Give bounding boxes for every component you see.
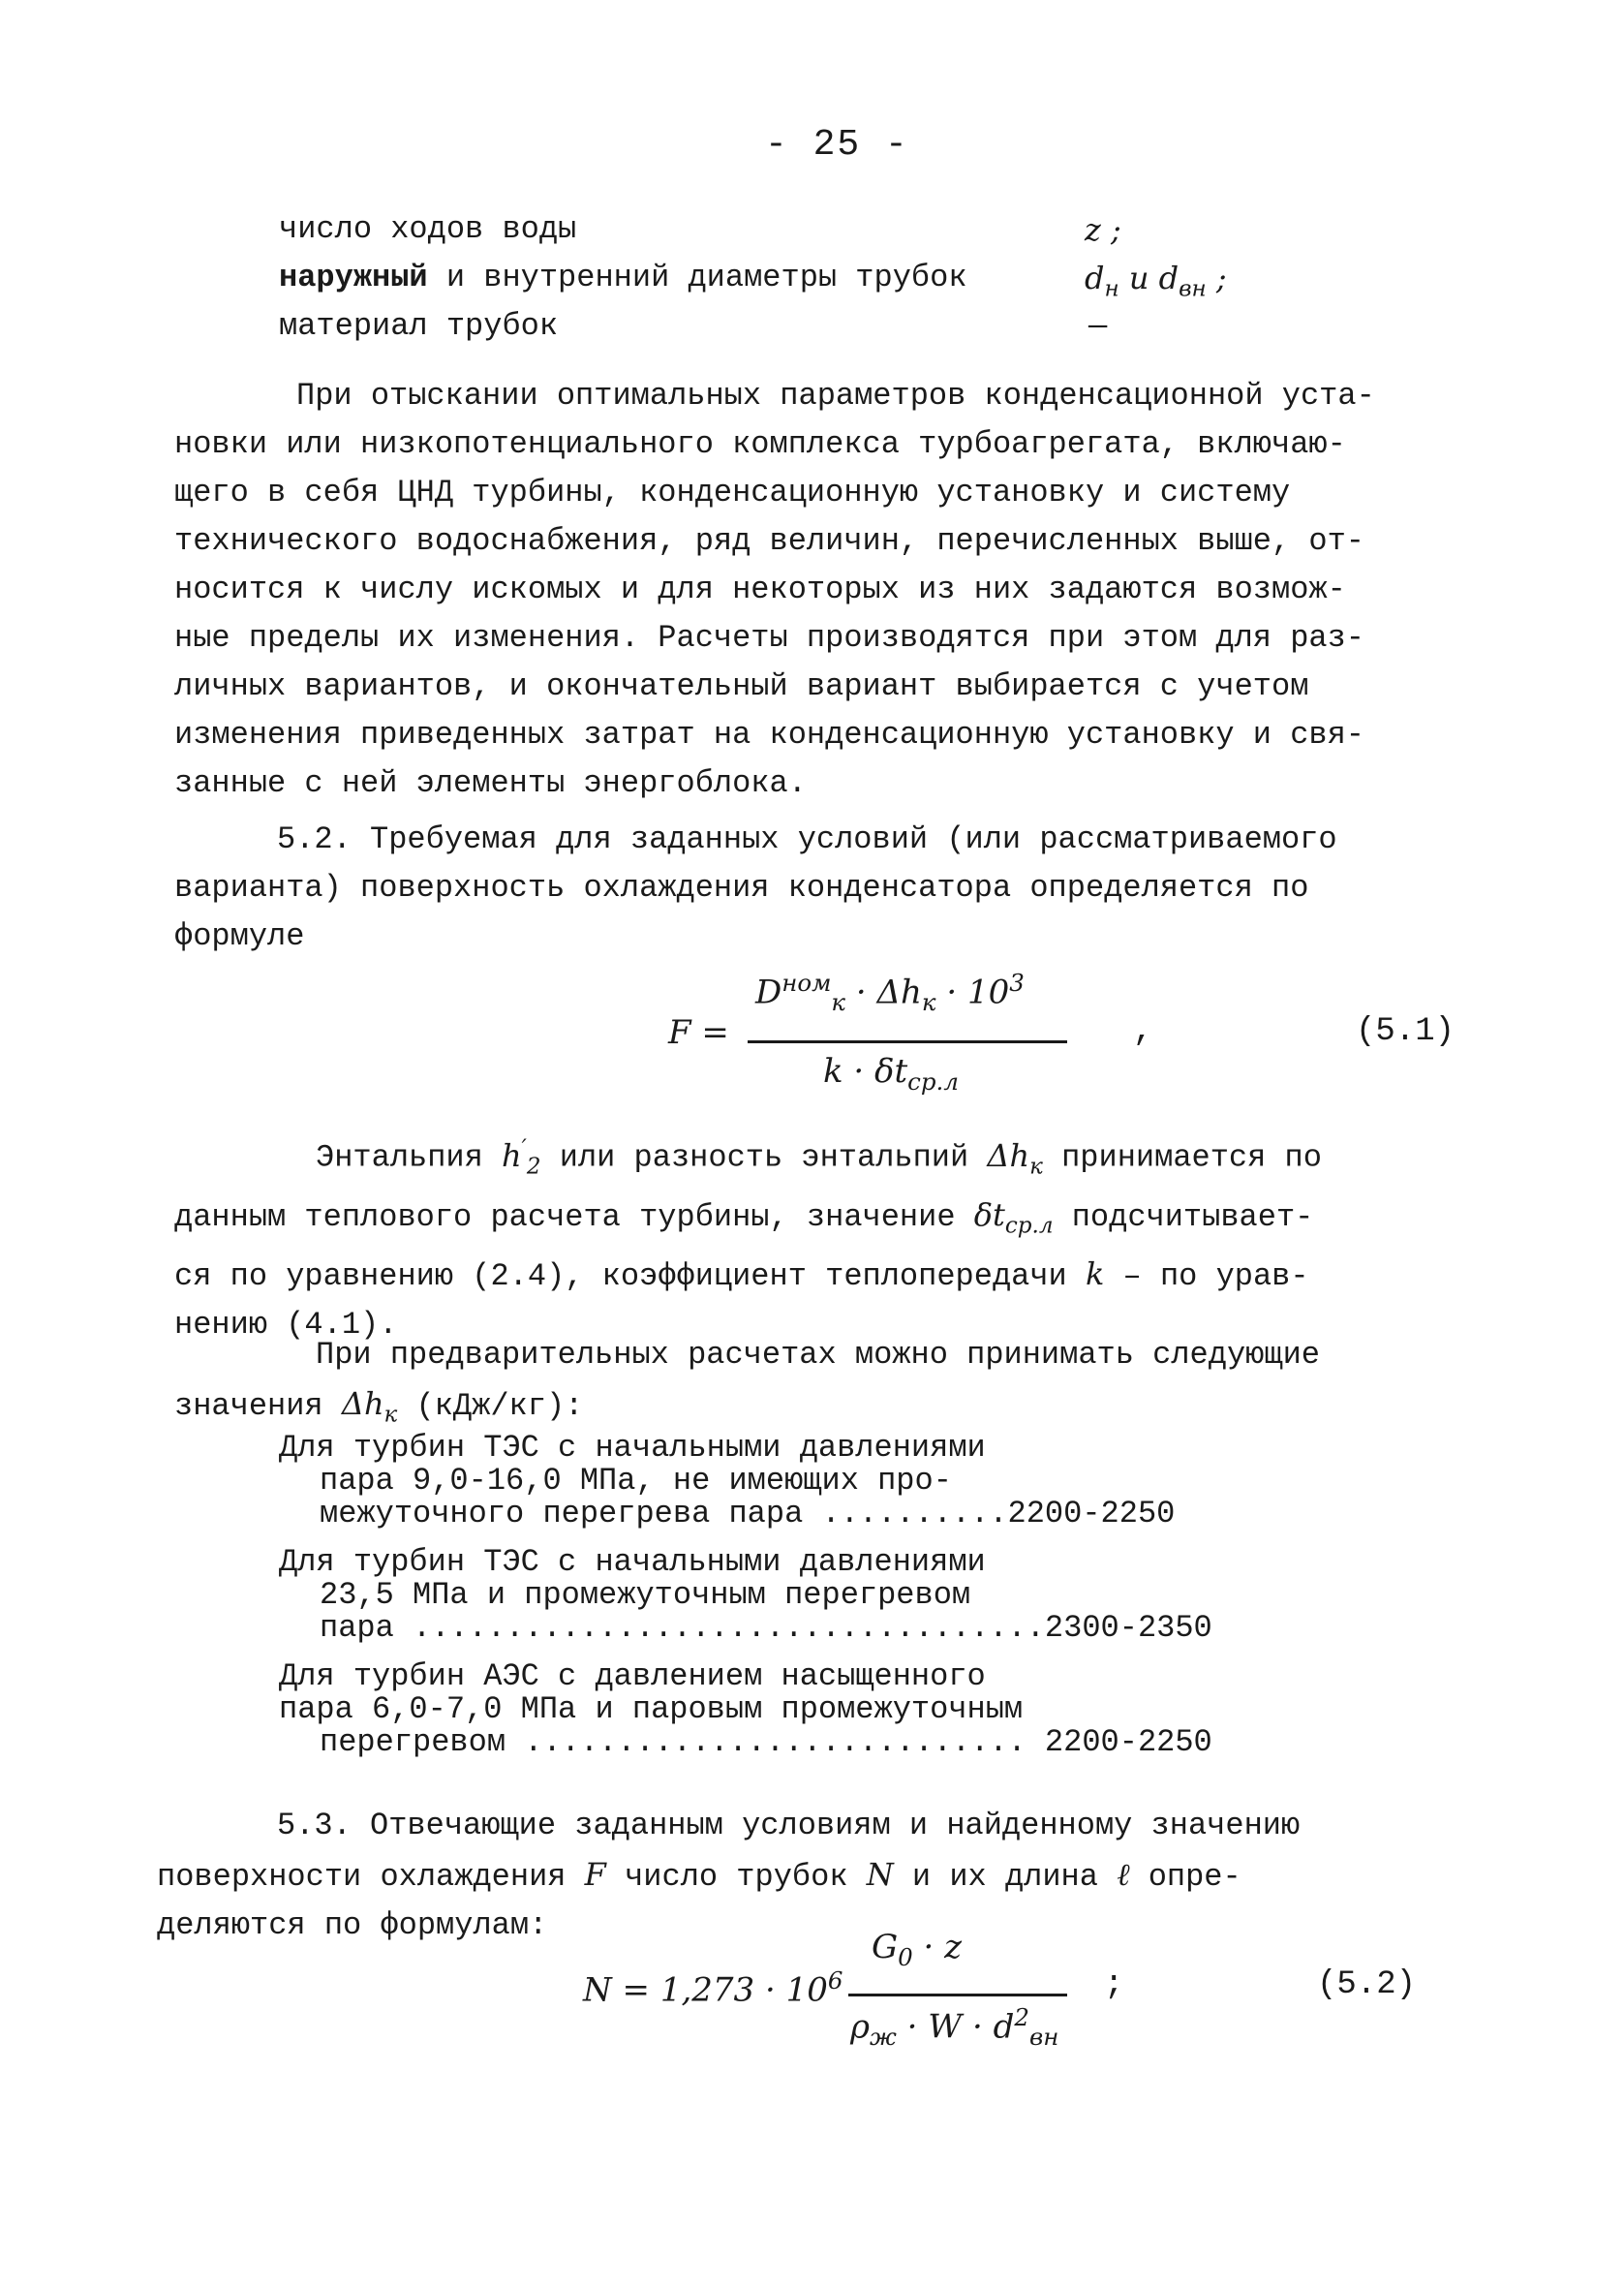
l-symbol: ℓ [1117,1856,1130,1893]
eq1-D-sub: к [831,988,846,1017]
eq2-d-sub: вн [1028,2023,1059,2052]
para5-line-2 [157,1850,1300,1902]
spec-line: 23,5 МПа и промежуточным перегревом [320,1577,971,1613]
para1-line: занные с ней элементы энергоблока. [174,765,807,801]
spec-line: Для турбин АЭС с давлением насыщенного [279,1658,986,1694]
h2-symbol [502,1135,541,1180]
param-material-label: материал трубок [279,308,559,344]
spec-item-tes-reheat [279,1546,1212,1645]
dhk-symbol-2 [341,1385,398,1428]
eq2-fraction-bar [848,1994,1067,1996]
eq1-ten: · 10 [935,973,1010,1012]
param-diameters-bold: наружный [279,260,428,295]
dhk-sub: к [1029,1154,1043,1180]
para5-text: число трубок [605,1859,867,1895]
sym-d: d [1085,260,1105,296]
para3-line-2 [174,1191,1322,1250]
paragraph-enthalpy [174,1124,1322,1349]
para3-text: ся по уравнению (2.4), коэффициент теплопередачи [174,1258,1086,1295]
eq2-G: G [872,1928,899,1966]
para3-text: или разность энтальпий [540,1139,988,1176]
eq1-D-sup: ном [781,969,832,997]
eq2-rho: ρ [850,2007,870,2047]
eq1-dh: · Δh [845,973,922,1012]
paragraph-optimization [174,372,1375,808]
para4-text: значения [174,1388,342,1424]
h2-prime: ′ [521,1135,527,1160]
para3-text: данным теплового расчета турбины, значение [174,1199,974,1236]
paragraph-5-3 [157,1802,1300,1950]
para3-text: принимается по [1042,1139,1322,1176]
para1-line: При отыскании оптимальных параметров конденсационной уста- [296,378,1375,414]
dhk-dh: Δh [987,1136,1030,1174]
sym-d2: d [1158,260,1180,296]
spec-line: пара 9,0-16,0 МПа, не имеющих про- [320,1463,952,1499]
sym-semicolon: ; [1206,260,1227,296]
para4-line-1: При предварительных расчетах можно принимать следующие [316,1337,1320,1373]
eq2-G-sub: 0 [898,1942,913,1971]
param-water-passes-symbol: z ; [1085,211,1121,248]
eq2-numerator [872,1928,962,1971]
eq1-comma: , [1133,1013,1153,1050]
spec-line: перегревом ........................... 2200-2250 [320,1724,1212,1760]
para5-text: поверхности охлаждения [157,1859,585,1895]
para1-line: носится к числу искомых и для некоторых из них задаются возмож- [174,572,1346,607]
eq1-ten-sup: 3 [1009,969,1025,997]
eq2-lhs-text: N = 1,273 · 10 [583,1970,828,2010]
sym-d-sub-vn: вн [1179,276,1207,302]
eq2-rho-sub: ж [870,2023,897,2052]
F-symbol: F [584,1856,606,1893]
para2-line: варианта) поверхность охлаждения конденсатора определяется по [174,870,1309,906]
para3-line-3 [174,1250,1322,1301]
N-symbol: N [866,1856,894,1893]
h2-sub: 2 [526,1154,541,1180]
param-diameters-rest: и внутренний диаметры трубок [427,260,967,295]
para3-line-1 [174,1124,1322,1191]
sym-d-sub-n: н [1104,276,1119,302]
eq2-number: (5.2) [1317,1966,1417,2003]
eq2-lhs-sup: 6 [827,1966,843,1995]
spec-line: межуточного перегрева пара ..........2200-2250 [320,1496,1176,1531]
spec-item-tes-no-reheat [279,1432,1175,1531]
eq1-number: (5.1) [1356,1013,1455,1050]
eq1-den-text: k · δt [823,1052,908,1091]
para5-text: и их длина [893,1859,1118,1895]
para1-line: новки или низкопотенциального комплекса турбоагрегата, включаю- [174,426,1346,462]
param-diameters-label [279,254,967,302]
paragraph-5-2 [174,816,1337,961]
eq2-denominator [850,2003,1058,2051]
eq2-d-sup: 2 [1014,2003,1029,2031]
spec-line: Для турбин ТЭС с начальными давлениями [279,1430,986,1466]
para1-line: ные пределы их изменения. Расчеты производятся при этом для раз- [174,620,1364,656]
para1-line: изменения приведенных затрат на конденсационную установку и свя- [174,717,1364,753]
eq2-wd: · W · d [896,2007,1015,2047]
param-water-passes-label: число ходов воды [279,211,577,247]
para5-text: опре- [1129,1859,1241,1895]
dt-symbol [973,1196,1054,1239]
para4-text: (кДж/кг): [397,1388,584,1424]
paragraph-preliminary [174,1331,1320,1438]
k-symbol: k [1085,1255,1105,1293]
spec-line: пара ..................................2300-2350 [320,1610,1212,1646]
para1-line: щего в себя ЦНД турбины, конденсационную установку и систему [174,475,1291,510]
para1-line: личных вариантов, и окончательный вариант выбирается с учетом [174,668,1309,704]
para3-line-4: нению (4.1). [174,1307,398,1344]
para2-line: формуле [174,918,305,954]
dhk2-dh: Δh [341,1385,384,1422]
eq1-den-sub: ср.л [907,1067,959,1096]
dt-sub: ср.л [1004,1213,1054,1239]
eq1-dh-sub: к [921,988,936,1017]
para3-text: Энтальпия [316,1139,503,1176]
spec-item-aes [279,1660,1212,1759]
eq1-denominator [823,1052,959,1096]
para1-line: технического водоснабжения, ряд величин, перечисленных выше, от- [174,523,1364,559]
eq1-fraction-bar [748,1040,1067,1043]
eq1-lhs: F = [668,1013,729,1052]
eq1-D: D [755,973,782,1012]
para3-text: подсчитывает- [1053,1199,1314,1236]
eq2-lhs [583,1966,843,2009]
page-number: - 25 - [765,124,909,166]
eq2-z: · z [912,1928,963,1966]
para5-line-1: 5.3. Отвечающие заданным условиям и найденному значению [277,1808,1301,1843]
dhk-symbol [987,1136,1043,1180]
para2-line: 5.2. Требуемая для заданных условий (или рассматриваемого [277,821,1337,857]
eq2-semicolon: ; [1104,1966,1124,2003]
spec-line: Для турбин ТЭС с начальными давлениями [279,1544,986,1580]
sym-and: и [1118,260,1159,296]
spec-line: пара 6,0-7,0 МПа и паровым промежуточным [279,1691,1024,1727]
eq1-numerator [755,969,1025,1016]
dhk2-sub: к [383,1402,398,1428]
para3-text: – по урав- [1104,1258,1309,1295]
para5-line-3: деляются по формулам: [157,1907,548,1943]
dt-dt: δt [973,1196,1005,1234]
h2-h: h [502,1136,522,1174]
param-material-symbol: — [1088,308,1108,344]
